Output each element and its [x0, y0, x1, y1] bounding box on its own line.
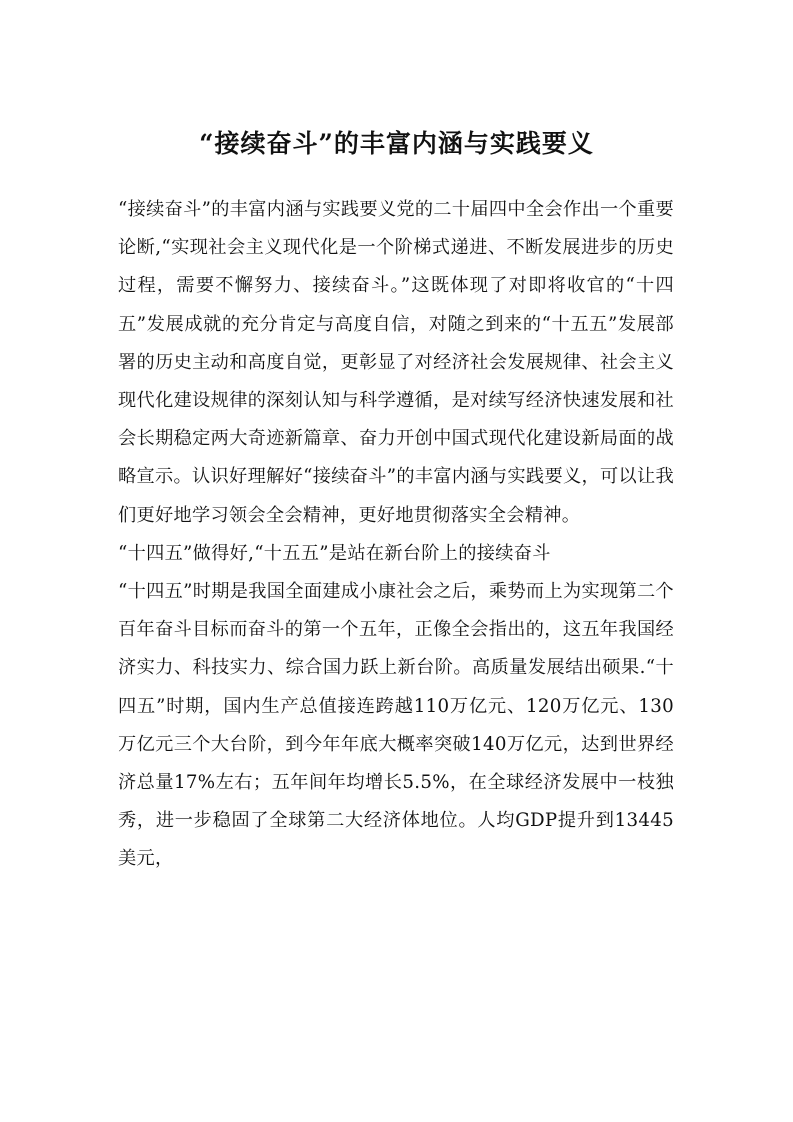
document-body — [118, 191, 674, 879]
section-heading: “十四五”做得好,“十五五”是站在新台阶上的接续奋斗 — [118, 542, 551, 564]
paragraph-intro: “接续奋斗”的丰富内涵与实践要义党的二十届四中全会作出一个重要论断,“实现社会主义现代化是一个阶梯式递进、不断发展进步的历史过程，需要不懈努力、接续奋斗。”这既体现了对即将收官的“十四五”发展成就的充分肯定与高度自信，对随之到来的“十五五”发展部署的历史主动和高度自觉，更彰显了对经济社会发展规律、社会主义现代化建设规律的深刻认知与科学遵循，是对续写经济快速发展和社会长期稳定两大奇迹新篇章、奋力开创中国式现代化建设新局面的战略宣示。认识好理解好“接续奋斗”的丰富内涵与实践要义，可以让我们更好地学习领会全会精神，更好地贯彻落实全会精神。 — [118, 199, 674, 526]
document-title: “接续奋斗”的丰富内涵与实践要义 — [199, 129, 594, 158]
paragraph-achievements: “十四五”时期是我国全面建成小康社会之后，乘势而上为实现第二个百年奋斗目标而奋斗的第一个五年，正像全会指出的，这五年我国经济实力、科技实力、综合国力跃上新台阶。高质量发展结出硕果.“十四五”时期，国内生产总值接连跨越110万亿元、120万亿元、130万亿元三个大台阶，到今年年底大概率突破140万亿元，达到世界经济总量17%左右；五年间年均增长5.5%，在全球经济发展中一枝独秀，进一步稳固了全球第二大经济体地位。人均GDP提升到13445美元， — [118, 581, 674, 870]
